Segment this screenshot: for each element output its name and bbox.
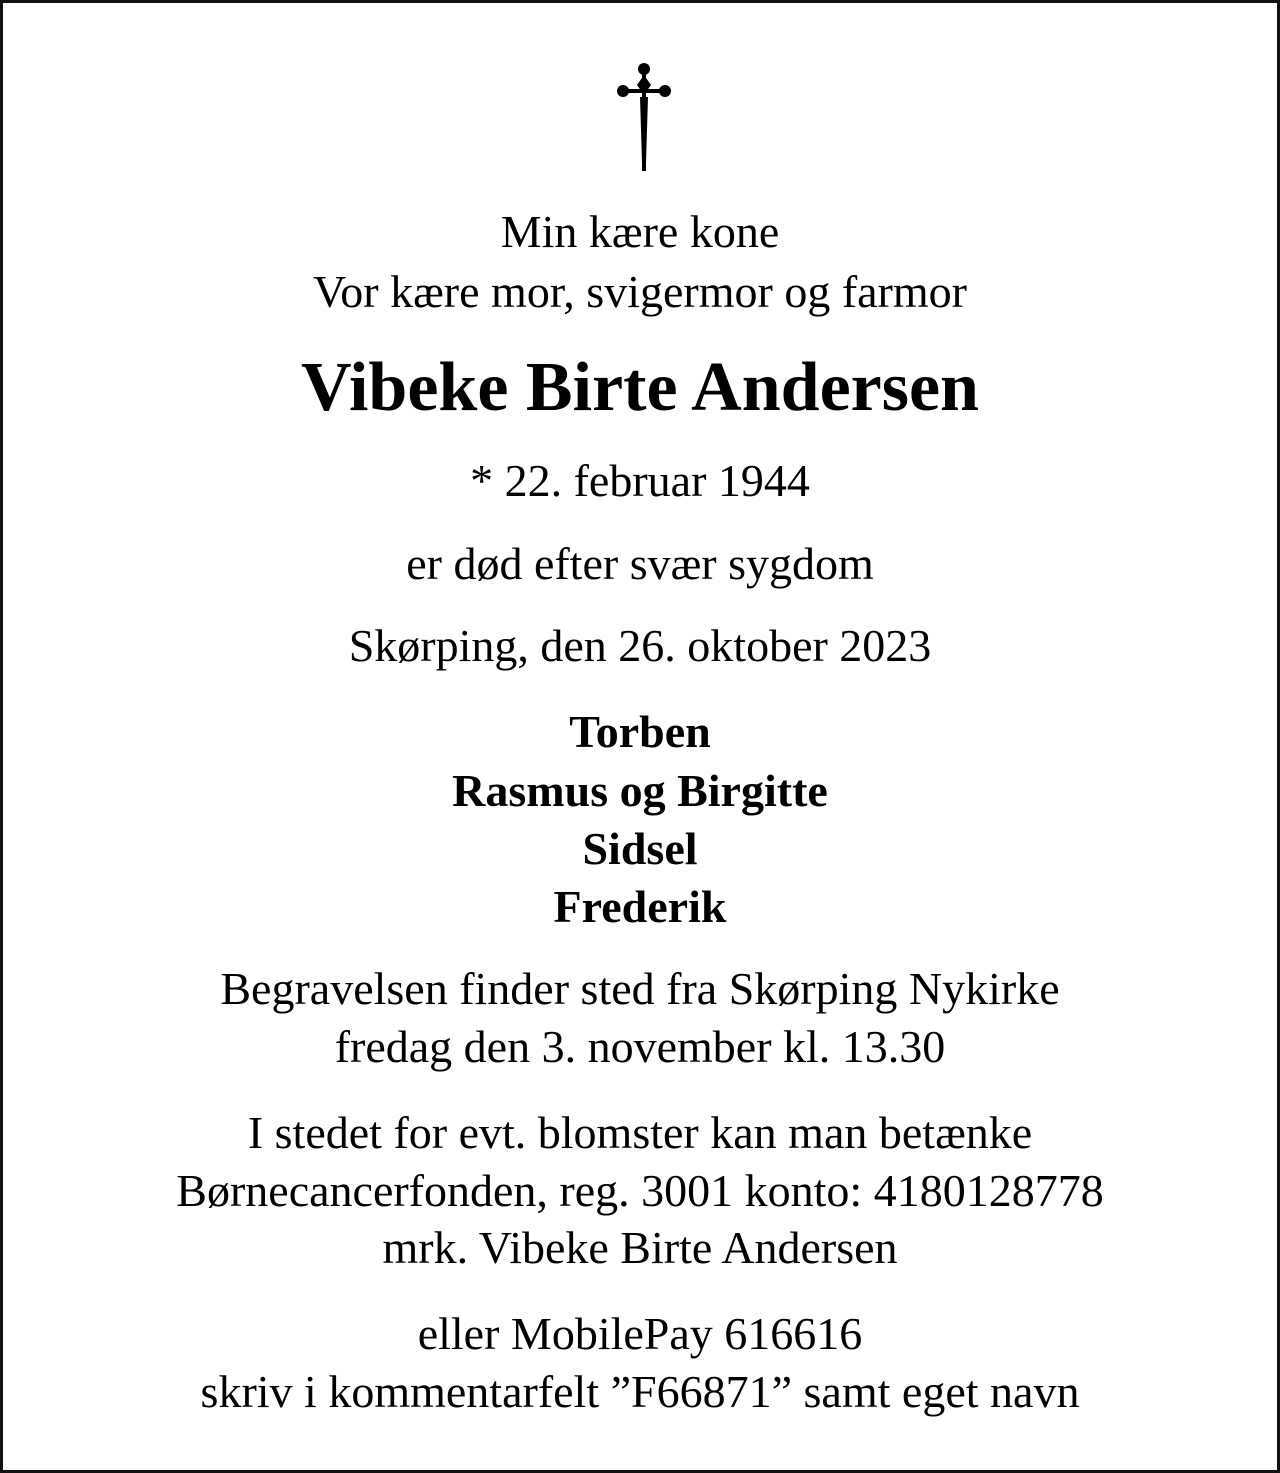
donation-line-3: mrk. Vibeke Birte Andersen <box>382 1222 898 1273</box>
funeral-line-1: Begravelsen finder sted fra Skørping Nykirke <box>220 963 1060 1014</box>
mobilepay-line-2: skriv i kommentarfelt ”F66871” samt eget navn <box>200 1366 1080 1417</box>
intro-line-2: Vor kære mor, svigermor og farmor <box>313 266 967 317</box>
family-member: Torben <box>569 706 711 757</box>
birth-date: * 22. februar 1944 <box>470 455 810 506</box>
funeral-line-2: fredag den 3. november kl. 13.30 <box>334 1021 946 1072</box>
death-cause: er død efter svær sygdom <box>406 538 874 589</box>
family-member: Rasmus og Birgitte <box>452 765 828 816</box>
family-member: Sidsel <box>582 823 698 874</box>
place-date: Skørping, den 26. oktober 2023 <box>348 620 932 671</box>
mobilepay-line-1: eller MobilePay 616616 <box>417 1308 863 1359</box>
family-member: Frederik <box>553 881 727 932</box>
intro-line-1: Min kære kone <box>500 206 780 257</box>
deceased-name: Vibeke Birte Andersen <box>301 349 979 426</box>
donation-line-2: Børnecancerfonden, reg. 3001 konto: 4180128778 <box>176 1165 1104 1216</box>
donation-line-1: I stedet for evt. blomster kan man betænke <box>247 1107 1033 1158</box>
cross-icon <box>615 63 673 175</box>
